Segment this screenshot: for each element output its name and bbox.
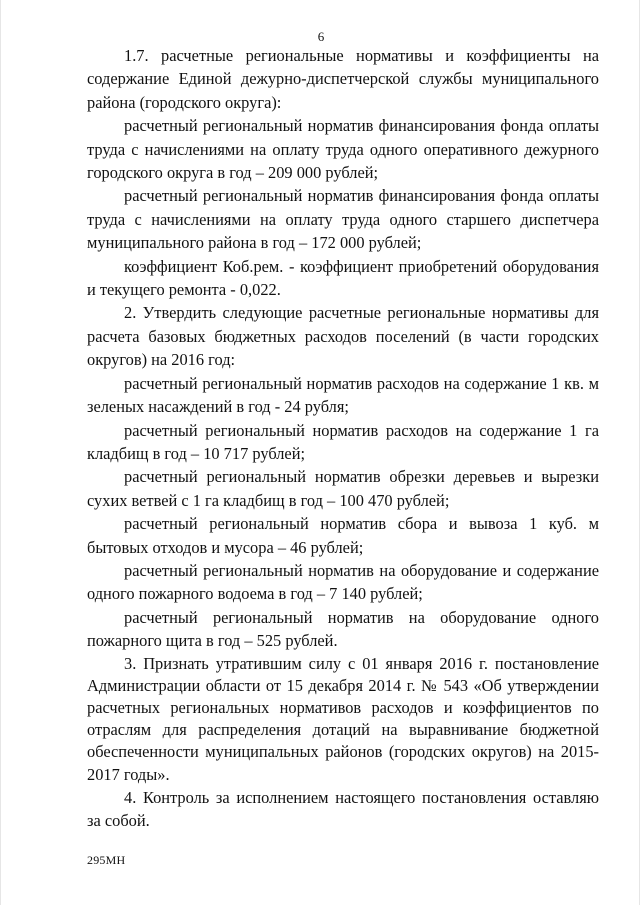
paragraph-4: 4. Контроль за исполнением настоящего постановления оставляю за собой.: [87, 787, 599, 831]
paragraph-norm-fire-pond: расчетный региональный норматив на оборудование и содержание одного пожарного водоема в год – 7 140 рублей;: [87, 560, 599, 604]
document-code: 295МН: [87, 853, 126, 867]
paragraph-norm-waste: расчетный региональный норматив сбора и вывоза 1 куб. м бытовых отходов и мусора – 46 рублей;: [87, 514, 599, 557]
page-number: 6: [317, 29, 325, 44]
paragraph-1-7: 1.7. расчетные региональные нормативы и коэффициенты на содержание Единой дежурно-диспетчерской службы муниципального района (городского округа):: [87, 46, 599, 112]
paragraph-3: 3. Признать утратившим силу с 01 января 2016 г. постановление Администрации области от 15 декабря 2014 г. № 543 «Об утверждении расчетных региональных нормативов расходов и коэффициентов по отраслям для распределения дотаций на выравнивание бюджетной обеспеченности муниципальных районов (городских округов) на 2015-2017 годы».: [87, 653, 599, 784]
paragraph-norm-tree-pruning: расчетный региональный норматив обрезки деревьев и вырезки сухих ветвей с 1 га кладбищ в год – 100 470 рублей;: [87, 467, 599, 510]
paragraph-norm-senior-dispatcher: расчетный региональный норматив финансирования фонда оплаты труда с начислениями на оплату труда одного старшего диспетчера муниципального района в год – 172 000 рублей;: [87, 186, 599, 253]
paragraph-2: 2. Утвердить следующие расчетные региональные нормативы для расчета базовых бюджетных расходов поселений (в части городских округов) на 2016 год:: [87, 303, 599, 370]
paragraph-norm-fire-shield: расчетный региональный норматив на оборудование одного пожарного щита в год – 525 рублей.: [87, 607, 599, 651]
paragraph-norm-duty-officer: расчетный региональный норматив финансирования фонда оплаты труда с начислениями на оплату труда одного оперативного дежурного городского округа в год – 209 000 рублей;: [87, 116, 599, 183]
paragraph-norm-cemeteries: расчетный региональный норматив расходов на содержание 1 га кладбищ в год – 10 717 рублей;: [87, 420, 599, 463]
paragraph-norm-green-areas: расчетный региональный норматив расходов на содержание 1 кв. м зеленых насаждений в год - 24 рубля;: [87, 373, 599, 417]
paragraph-coefficient: коэффициент Коб.рем. - коэффициент приобретений оборудования и текущего ремонта - 0,022.: [87, 256, 599, 300]
document-body: [87, 44, 599, 833]
